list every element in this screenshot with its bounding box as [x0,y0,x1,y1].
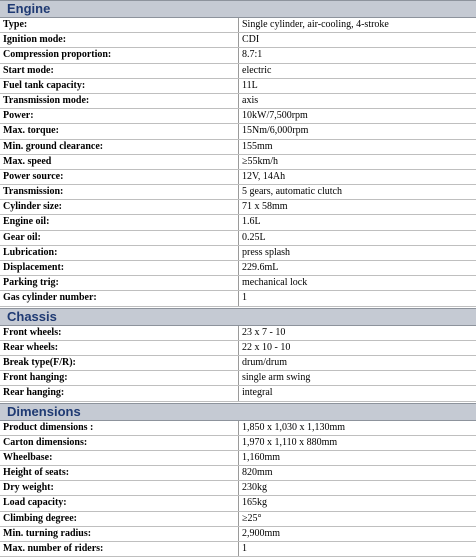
spec-label: Ignition mode: [0,33,239,47]
spec-label: Rear wheels: [0,341,239,355]
spec-value: 1 [242,543,247,554]
spec-label: Dry weight: [0,481,239,495]
spec-row [0,542,476,557]
spec-label: Front wheels: [0,326,239,340]
spec-row [0,527,476,542]
spec-label: Front hanging: [0,371,239,385]
spec-row [0,326,476,341]
spec-label: Transmission: [0,185,239,199]
spec-row [0,451,476,466]
spec-label: Rear hanging: [0,386,239,400]
spec-value: CDI [242,34,260,46]
spec-row [0,481,476,496]
spec-value: axis [242,94,259,106]
spec-value: electric [242,64,272,76]
spec-row [0,18,476,33]
spec-label: Transmission mode: [0,94,239,108]
spec-value: 1,850 x 1,030 x 1,130mm [242,421,346,433]
spec-value: 230kg [242,482,267,494]
spec-value: ≥25° [242,512,262,524]
spec-label: Load capacity: [0,496,239,510]
spec-label: Start mode: [0,64,239,78]
spec-label: Product dimensions : [0,421,239,435]
chassis-rows [0,326,476,402]
spec-row [0,512,476,527]
spec-label: Min. ground clearance: [0,140,239,154]
spec-row [0,436,476,451]
spec-label: Gas cylinder number: [0,291,239,305]
spec-label: Max. torque: [0,124,239,138]
spec-value: 1.6L [242,216,261,228]
spec-value: 165kg [242,497,267,509]
spec-label: Gear oil: [0,231,239,245]
spec-label: Climbing degree: [0,512,239,526]
spec-row [0,170,476,185]
spec-label: Lubrication: [0,246,239,260]
spec-value: 22 x 10 - 10 [242,341,291,353]
spec-label: Break type(F/R): [0,356,239,370]
spec-row [0,276,476,291]
spec-value: 1,970 x 1,110 x 880mm [242,436,338,448]
spec-label: Displacement: [0,261,239,275]
spec-row [0,215,476,230]
spec-value: 12V, 14Ah [242,170,286,182]
spec-value: drum/drum [242,356,287,368]
section-header-engine: Engine [0,0,476,18]
spec-row [0,94,476,109]
spec-value: 1 [242,292,247,304]
spec-row [0,140,476,155]
spec-value: 23 x 7 - 10 [242,326,286,338]
spec-row [0,48,476,63]
spec-value: 5 gears, automatic clutch [242,186,342,198]
spec-value: 1,160mm [242,451,281,463]
spec-row [0,200,476,215]
spec-row [0,356,476,371]
spec-value: 155mm [242,140,273,152]
spec-label: Type: [0,18,239,32]
spec-value: 8.7:1 [242,49,263,61]
spec-value: 0.25L [242,231,266,243]
spec-value: 15Nm/6,000rpm [242,125,309,137]
spec-label: Height of seats: [0,466,239,480]
spec-value: single arm swing [242,372,311,384]
spec-label: Fuel tank capacity: [0,79,239,93]
spec-row [0,124,476,139]
spec-value: 229.6mL [242,262,279,273]
spec-label: Max. number of riders: [0,542,239,556]
spec-label: Cylinder size: [0,200,239,214]
spec-row [0,155,476,170]
spec-row [0,371,476,386]
spec-label: Min. turning radius: [0,527,239,541]
spec-row [0,64,476,79]
spec-row [0,496,476,511]
spec-row [0,109,476,124]
spec-row [0,231,476,246]
spec-value: 820mm [242,467,273,479]
spec-row [0,421,476,436]
spec-label: Engine oil: [0,215,239,229]
spec-label: Power: [0,109,239,123]
spec-value: 10kW/7,500rpm [242,110,308,122]
spec-label: Max. speed [0,155,239,169]
spec-value: ≥55km/h [242,155,279,167]
section-header-chassis: Chassis [0,308,476,326]
section-header-dimensions: Dimensions [0,403,476,421]
engine-rows [0,18,476,307]
spec-label: Compression proportion: [0,48,239,62]
spec-label: Parking trig: [0,276,239,290]
spec-row [0,291,476,306]
spec-row [0,341,476,356]
spec-value: 11L [242,79,258,91]
spec-value: press splash [242,246,291,258]
spec-row [0,79,476,94]
dimensions-rows [0,421,476,558]
spec-value: mechanical lock [242,277,308,289]
spec-label: Carton dimensions: [0,436,239,450]
spec-row [0,185,476,200]
spec-value: Single cylinder, air-cooling, 4-stroke [242,19,389,30]
spec-label: Power source: [0,170,239,184]
spec-row [0,33,476,48]
spec-label: Wheelbase: [0,451,239,465]
spec-value: 2,900mm [242,527,281,539]
spec-row [0,246,476,261]
spec-value: 71 x 58mm [242,201,288,213]
spec-row [0,386,476,401]
spec-row [0,261,476,276]
spec-row [0,466,476,481]
spec-value: integral [242,387,273,399]
